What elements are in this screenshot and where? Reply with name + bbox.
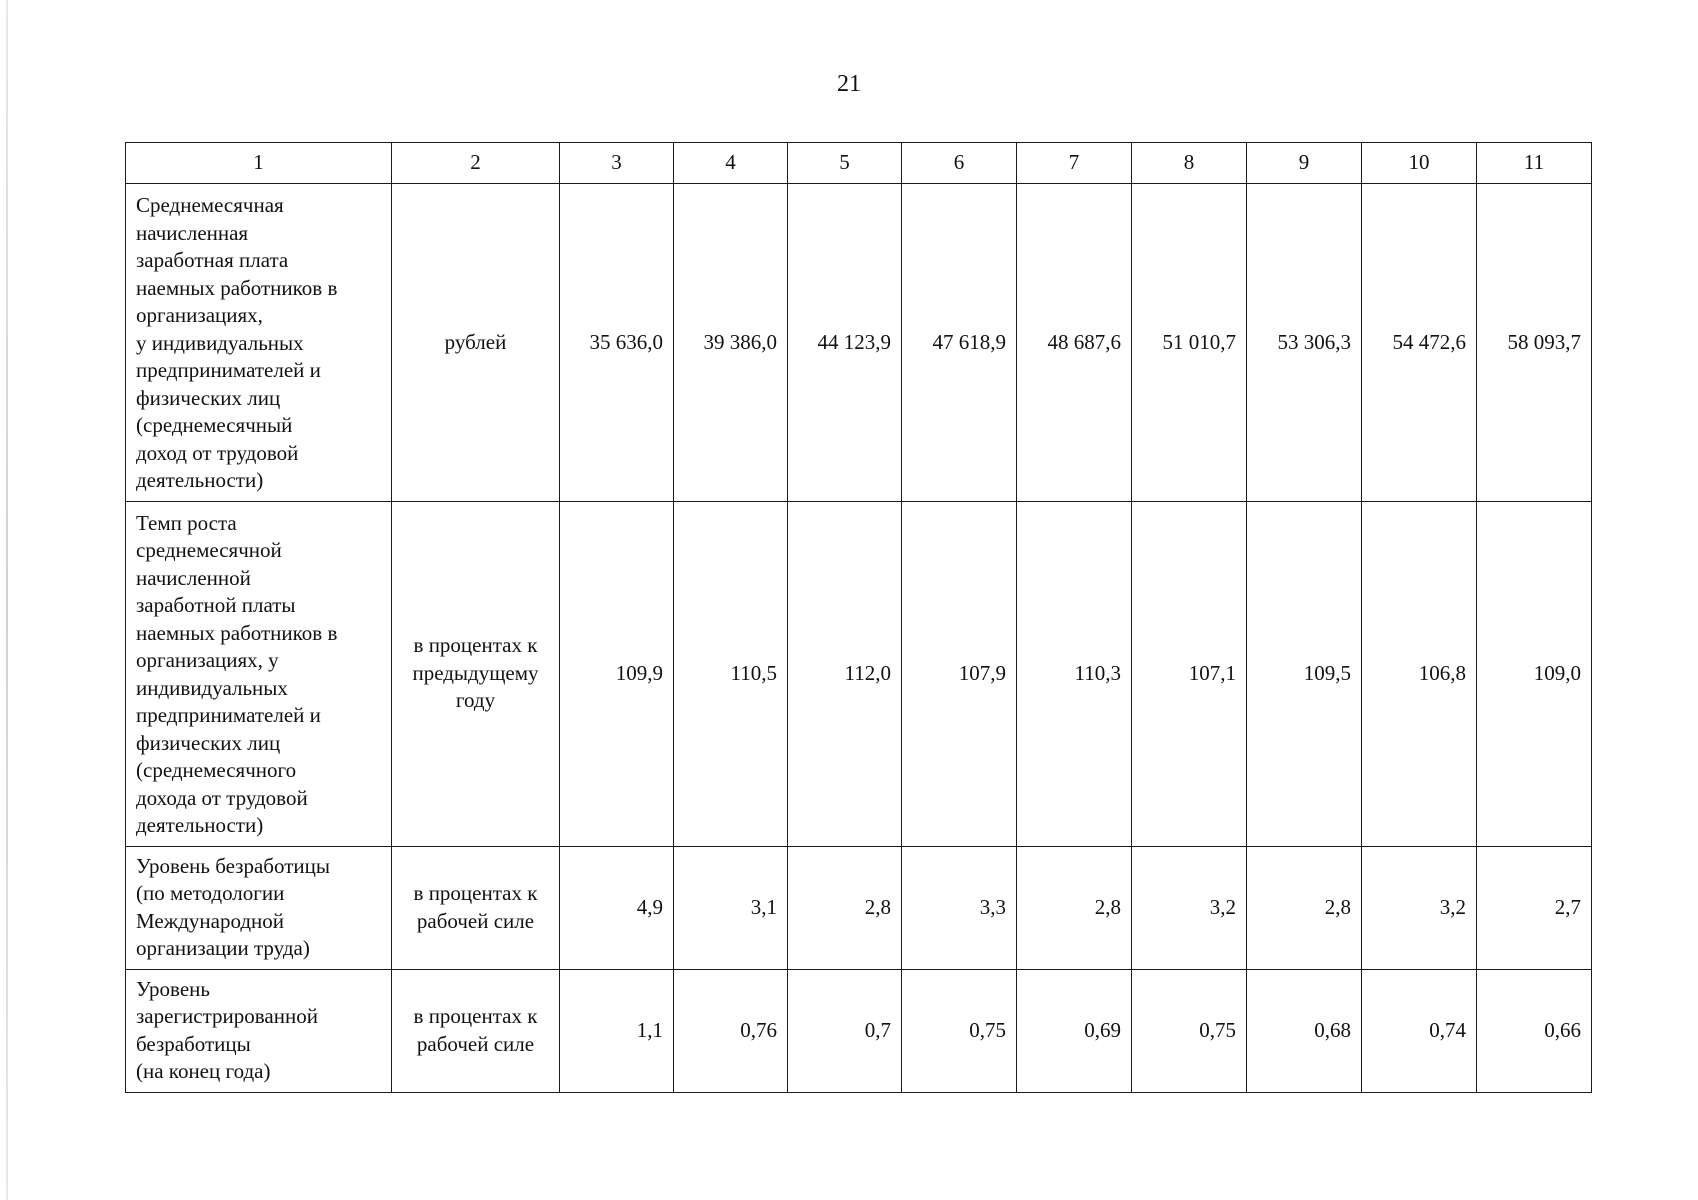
table-row-unemployment-ilo <box>126 846 1592 969</box>
value-cell: 2,8 <box>1247 846 1362 969</box>
value-cell: 109,9 <box>560 501 674 846</box>
indicator-name-line: безработицы <box>136 1031 251 1056</box>
unit-line: в процентах к <box>413 1004 538 1028</box>
value-cell: 4,9 <box>560 846 674 969</box>
value-cell: 35 636,0 <box>560 184 674 502</box>
column-number: 10 <box>1362 143 1477 184</box>
table-row-salary-growth <box>126 501 1592 846</box>
value-cell: 51 010,7 <box>1132 184 1247 502</box>
value-cell: 0,76 <box>674 969 788 1092</box>
value-cell: 3,2 <box>1362 846 1477 969</box>
column-number: 6 <box>902 143 1017 184</box>
value-cell: 110,5 <box>674 501 788 846</box>
indicator-name-line: Темп роста <box>136 510 237 535</box>
indicator-name-line: начисленной <box>136 565 251 590</box>
indicator-name-line: наемных работников в <box>136 275 338 300</box>
value-cell: 109,0 <box>1477 501 1592 846</box>
value-cell: 3,2 <box>1132 846 1247 969</box>
value-cell: 53 306,3 <box>1247 184 1362 502</box>
value-cell: 0,74 <box>1362 969 1477 1092</box>
indicator-name-line: наемных работников в <box>136 620 338 645</box>
indicator-name <box>126 846 392 969</box>
value-cell: 58 093,7 <box>1477 184 1592 502</box>
indicator-name-line: (среднемесячный <box>136 413 293 437</box>
indicator-name-line: Международной <box>136 908 285 933</box>
value-cell: 3,1 <box>674 846 788 969</box>
unit-cell <box>392 501 560 846</box>
indicator-name-line: среднемесячной <box>136 538 282 562</box>
column-number: 3 <box>560 143 674 184</box>
indicator-name-line: деятельности) <box>136 813 264 837</box>
indicator-name-line: Уровень <box>136 976 210 1001</box>
indicator-name-line: предпринимателей и <box>136 358 321 382</box>
unit-cell <box>392 846 560 969</box>
indicator-name-line: физических лиц <box>136 385 281 410</box>
value-cell: 107,1 <box>1132 501 1247 846</box>
value-cell: 112,0 <box>788 501 902 846</box>
unit-line: предыдущему <box>412 660 539 685</box>
value-cell: 48 687,6 <box>1017 184 1132 502</box>
column-number: 9 <box>1247 143 1362 184</box>
indicator-name-line: организации труда) <box>136 936 310 960</box>
column-number: 11 <box>1477 143 1592 184</box>
unit-line: в процентах к <box>413 633 538 658</box>
value-cell: 0,75 <box>902 969 1017 1092</box>
indicator-name-line: индивидуальных <box>136 675 288 700</box>
indicator-name-line: заработной платы <box>136 593 296 617</box>
indicator-name <box>126 184 392 502</box>
page-number: 21 <box>837 71 861 97</box>
value-cell: 0,75 <box>1132 969 1247 1092</box>
value-cell: 3,3 <box>902 846 1017 969</box>
value-cell: 2,7 <box>1477 846 1592 969</box>
value-cell: 106,8 <box>1362 501 1477 846</box>
indicator-name-line: дохода от трудовой <box>136 785 308 810</box>
unit-line: году <box>455 688 496 713</box>
indicator-name-line: у индивидуальных <box>136 330 304 355</box>
value-cell: 44 123,9 <box>788 184 902 502</box>
indicator-name-line: зарегистрированной <box>136 1004 318 1028</box>
unit-line: рублей <box>444 329 507 354</box>
value-cell: 2,8 <box>788 846 902 969</box>
indicator-name <box>126 969 392 1092</box>
scan-edge <box>6 0 8 1200</box>
unit-line: в процентах к <box>413 881 538 905</box>
value-cell: 110,3 <box>1017 501 1132 846</box>
value-cell: 54 472,6 <box>1362 184 1477 502</box>
table-row-registered-unemployment <box>126 969 1592 1092</box>
indicator-name-line: предпринимателей и <box>136 703 321 727</box>
value-cell: 0,66 <box>1477 969 1592 1092</box>
value-cell: 47 618,9 <box>902 184 1017 502</box>
unit-cell <box>392 969 560 1092</box>
indicator-name-line: доход от трудовой <box>136 440 299 465</box>
column-number: 8 <box>1132 143 1247 184</box>
value-cell: 1,1 <box>560 969 674 1092</box>
value-cell: 0,69 <box>1017 969 1132 1092</box>
value-cell: 0,7 <box>788 969 902 1092</box>
column-number: 5 <box>788 143 902 184</box>
indicator-name-line: (на конец года) <box>136 1059 271 1083</box>
indicator-name-line: начисленная <box>136 220 249 245</box>
indicator-name-line: Уровень безработицы <box>136 853 330 878</box>
unit-cell <box>392 184 560 502</box>
column-number: 7 <box>1017 143 1132 184</box>
unit-line: рабочей силе <box>416 908 535 933</box>
column-number-row <box>126 143 1592 184</box>
indicator-name-line: (среднемесячного <box>136 758 297 782</box>
value-cell: 39 386,0 <box>674 184 788 502</box>
indicator-name-line: (по методологии <box>136 881 285 905</box>
unit-line: рабочей силе <box>416 1031 535 1056</box>
column-number: 4 <box>674 143 788 184</box>
table-container <box>125 142 1591 1093</box>
column-number: 2 <box>392 143 560 184</box>
statistics-table <box>125 142 1592 1093</box>
indicator-name-line: заработная плата <box>136 248 289 272</box>
indicator-name-line: организациях, у <box>136 648 279 672</box>
value-cell: 109,5 <box>1247 501 1362 846</box>
indicator-name <box>126 501 392 846</box>
column-number: 1 <box>126 143 392 184</box>
table-row-average-salary <box>126 184 1592 502</box>
indicator-name-line: организациях, <box>136 303 263 327</box>
indicator-name-line: Среднемесячная <box>136 193 284 217</box>
value-cell: 2,8 <box>1017 846 1132 969</box>
indicator-name-line: физических лиц <box>136 730 281 755</box>
indicator-name-line: деятельности) <box>136 468 264 492</box>
value-cell: 0,68 <box>1247 969 1362 1092</box>
value-cell: 107,9 <box>902 501 1017 846</box>
